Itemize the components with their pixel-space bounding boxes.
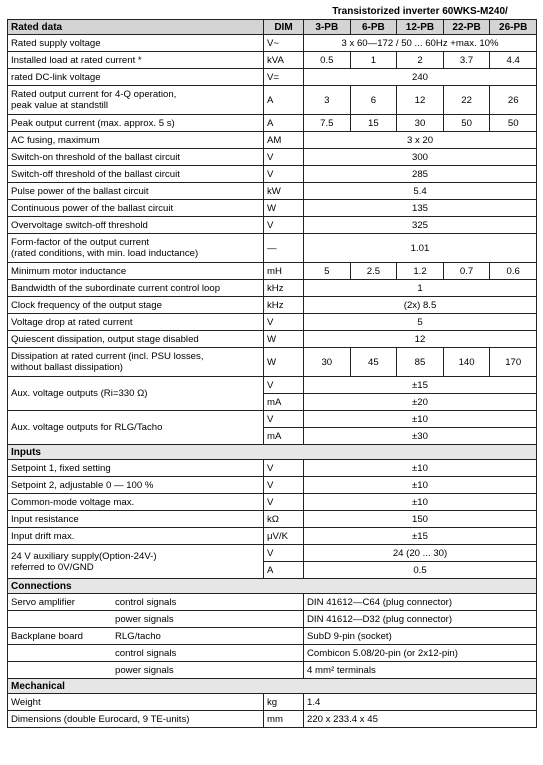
connection-label: [8, 594, 304, 611]
row-value: 1: [304, 280, 537, 297]
row-value: ±30: [304, 428, 537, 445]
row-value: 3 x 60—172 / 50 ... 60Hz +max. 10%: [304, 35, 537, 52]
row-dim: kΩ: [264, 511, 304, 528]
row-dim: —: [264, 234, 304, 263]
row-value: 12: [304, 331, 537, 348]
table-row: [8, 183, 537, 200]
table-row: [8, 494, 537, 511]
table-row: [8, 35, 537, 52]
row-dim: V=: [264, 69, 304, 86]
table-row: [8, 217, 537, 234]
row-dim: kg: [264, 694, 304, 711]
row-label: Rated supply voltage: [8, 35, 264, 52]
section-row: [8, 445, 537, 460]
row-value: Combicon 5.08/20-pin (or 2x12-pin): [304, 645, 537, 662]
connection-item: power signals: [115, 664, 174, 676]
row-label-line: (rated conditions, with min. load inductance): [11, 248, 199, 259]
row-label: Input drift max.: [8, 528, 264, 545]
table-row: [8, 297, 537, 314]
row-value: 30: [397, 115, 444, 132]
row-label: Common-mode voltage max.: [8, 494, 264, 511]
table-row: [8, 86, 537, 115]
row-value: 85: [397, 348, 444, 377]
row-dim: mA: [264, 428, 304, 445]
variant-heading: 12-PB: [397, 20, 444, 35]
row-value: 6: [350, 86, 397, 115]
row-label: Setpoint 2, adjustable 0 — 100 %: [8, 477, 264, 494]
table-row: [8, 314, 537, 331]
table-row: [8, 348, 537, 377]
row-value: 12: [397, 86, 444, 115]
row-label: [8, 86, 264, 115]
row-label-line: peak value at standstill: [11, 100, 109, 111]
row-dim: A: [264, 86, 304, 115]
row-dim: kW: [264, 183, 304, 200]
row-value: ±15: [304, 528, 537, 545]
row-value: 140: [443, 348, 490, 377]
row-label-line: Dissipation at rated current (incl. PSU losses,: [11, 351, 204, 362]
row-label: Quiescent dissipation, output stage disabled: [8, 331, 264, 348]
row-label: Minimum motor inductance: [8, 263, 264, 280]
row-value: 0.5: [304, 52, 351, 69]
connection-label: [8, 611, 304, 628]
row-value: SubD 9-pin (socket): [304, 628, 537, 645]
row-value: 0.5: [304, 562, 537, 579]
row-value: 3 x 20: [304, 132, 537, 149]
row-label: Input resistance: [8, 511, 264, 528]
row-value: 5: [304, 263, 351, 280]
variant-heading: 6-PB: [350, 20, 397, 35]
row-label: [8, 348, 264, 377]
row-label: Continuous power of the ballast circuit: [8, 200, 264, 217]
table-row: [8, 711, 537, 728]
row-dim: V~: [264, 35, 304, 52]
row-dim: W: [264, 200, 304, 217]
row-value: ±20: [304, 394, 537, 411]
table-row: [8, 694, 537, 711]
variant-heading: 3-PB: [304, 20, 351, 35]
row-label: Aux. voltage outputs for RLG/Tacho: [8, 411, 264, 445]
connection-item: control signals: [115, 647, 177, 659]
row-value: 1.4: [304, 694, 537, 711]
row-value: 285: [304, 166, 537, 183]
connection-label: [8, 628, 304, 645]
table-row: [8, 662, 537, 679]
row-label: Overvoltage switch-off threshold: [8, 217, 264, 234]
row-value: 150: [304, 511, 537, 528]
connection-item: power signals: [115, 613, 174, 625]
row-value: 26: [490, 86, 537, 115]
row-value: 1.2: [397, 263, 444, 280]
row-dim: V: [264, 149, 304, 166]
row-dim: AM: [264, 132, 304, 149]
spec-table: [7, 4, 537, 728]
section-title-mechanical: Mechanical: [8, 679, 537, 694]
row-dim: V: [264, 545, 304, 562]
row-dim: V: [264, 460, 304, 477]
spec-table-container: [7, 4, 536, 728]
section-row: [8, 679, 537, 694]
row-dim: V: [264, 217, 304, 234]
section-title-inputs: Inputs: [8, 445, 537, 460]
dim-heading: DIM: [264, 20, 304, 35]
row-label: Switch-off threshold of the ballast circuit: [8, 166, 264, 183]
row-dim: V: [264, 411, 304, 428]
connection-group: Servo amplifier: [11, 596, 75, 608]
row-value: 0.6: [490, 263, 537, 280]
row-value: ±10: [304, 477, 537, 494]
row-value: 240: [304, 69, 537, 86]
row-label: Bandwidth of the subordinate current control loop: [8, 280, 264, 297]
row-label: Peak output current (max. approx. 5 s): [8, 115, 264, 132]
row-value: DIN 41612—C64 (plug connector): [304, 594, 537, 611]
table-row: [8, 411, 537, 428]
connection-item: RLG/tacho: [115, 630, 161, 642]
row-value: DIN 41612—D32 (plug connector): [304, 611, 537, 628]
table-row: [8, 628, 537, 645]
row-label: [8, 234, 264, 263]
row-label: Switch-on threshold of the ballast circuit: [8, 149, 264, 166]
table-row: [8, 200, 537, 217]
row-value: 50: [443, 115, 490, 132]
row-dim: V: [264, 494, 304, 511]
table-row: [8, 69, 537, 86]
table-row: [8, 460, 537, 477]
table-row: [8, 280, 537, 297]
table-row: [8, 377, 537, 394]
row-dim: V: [264, 314, 304, 331]
row-label-line: Rated output current for 4-Q operation,: [11, 89, 177, 100]
row-value: 5: [304, 314, 537, 331]
row-value: 5.4: [304, 183, 537, 200]
row-dim: kHz: [264, 297, 304, 314]
row-label: Weight: [8, 694, 264, 711]
row-dim: A: [264, 562, 304, 579]
row-value: ±10: [304, 494, 537, 511]
row-label: Dimensions (double Eurocard, 9 TE-units): [8, 711, 264, 728]
row-label: Aux. voltage outputs (Ri=330 Ω): [8, 377, 264, 411]
product-title: Transistorized inverter 60WKS-M240/: [304, 4, 537, 20]
row-value: ±10: [304, 411, 537, 428]
table-row: [8, 477, 537, 494]
row-label-line: referred to 0V/GND: [11, 561, 94, 573]
table-row: [8, 511, 537, 528]
row-dim: A: [264, 115, 304, 132]
row-value: 4.4: [490, 52, 537, 69]
table-row: [8, 234, 537, 263]
row-value: 170: [490, 348, 537, 377]
row-value: 4 mm² terminals: [304, 662, 537, 679]
product-header-row: [8, 4, 537, 20]
row-dim: V: [264, 477, 304, 494]
table-row: [8, 115, 537, 132]
row-value: (2x) 8.5: [304, 297, 537, 314]
connection-group: Backplane board: [11, 630, 84, 642]
row-dim: mA: [264, 394, 304, 411]
section-row: [8, 579, 537, 594]
rated-data-heading: Rated data: [8, 20, 264, 35]
row-label: [8, 545, 264, 579]
row-value: 1: [350, 52, 397, 69]
table-row: [8, 594, 537, 611]
table-row: [8, 528, 537, 545]
row-dim: kHz: [264, 280, 304, 297]
row-value: 325: [304, 217, 537, 234]
row-value: 1.01: [304, 234, 537, 263]
variant-heading: 26-PB: [490, 20, 537, 35]
row-dim: mm: [264, 711, 304, 728]
row-label: Installed load at rated current *: [8, 52, 264, 69]
row-value: 0.7: [443, 263, 490, 280]
row-value: 50: [490, 115, 537, 132]
row-dim: μV/K: [264, 528, 304, 545]
row-value: 3: [304, 86, 351, 115]
row-value: 24 (20 ... 30): [304, 545, 537, 562]
row-label: Setpoint 1, fixed setting: [8, 460, 264, 477]
row-label: AC fusing, maximum: [8, 132, 264, 149]
section-title-connections: Connections: [8, 579, 537, 594]
row-dim: W: [264, 348, 304, 377]
table-row: [8, 645, 537, 662]
row-value: 22: [443, 86, 490, 115]
row-dim: V: [264, 166, 304, 183]
row-label: Clock frequency of the output stage: [8, 297, 264, 314]
table-row: [8, 149, 537, 166]
row-dim: mH: [264, 263, 304, 280]
table-row: [8, 331, 537, 348]
table-row: [8, 52, 537, 69]
table-row: [8, 545, 537, 562]
row-label: Pulse power of the ballast circuit: [8, 183, 264, 200]
row-value: 3.7: [443, 52, 490, 69]
row-label: Voltage drop at rated current: [8, 314, 264, 331]
row-label-line: without ballast dissipation): [11, 362, 123, 373]
row-value: 45: [350, 348, 397, 377]
row-value: 220 x 233.4 x 45: [304, 711, 537, 728]
column-header-row: [8, 20, 537, 35]
connection-label: [8, 662, 304, 679]
row-label: rated DC-link voltage: [8, 69, 264, 86]
table-row: [8, 611, 537, 628]
row-value: ±15: [304, 377, 537, 394]
row-dim: V: [264, 377, 304, 394]
row-dim: kVA: [264, 52, 304, 69]
row-value: 15: [350, 115, 397, 132]
row-dim: W: [264, 331, 304, 348]
row-label-line: Form-factor of the output current: [11, 237, 150, 248]
row-value: 7.5: [304, 115, 351, 132]
variant-heading: 22-PB: [443, 20, 490, 35]
table-row: [8, 132, 537, 149]
connection-item: control signals: [115, 596, 177, 608]
row-value: 300: [304, 149, 537, 166]
row-value: 30: [304, 348, 351, 377]
row-value: 135: [304, 200, 537, 217]
row-value: ±10: [304, 460, 537, 477]
table-row: [8, 166, 537, 183]
row-value: 2.5: [350, 263, 397, 280]
table-row: [8, 263, 537, 280]
row-value: 2: [397, 52, 444, 69]
connection-label: [8, 645, 304, 662]
row-label-line: 24 V auxiliary supply(Option-24V-): [11, 550, 157, 562]
